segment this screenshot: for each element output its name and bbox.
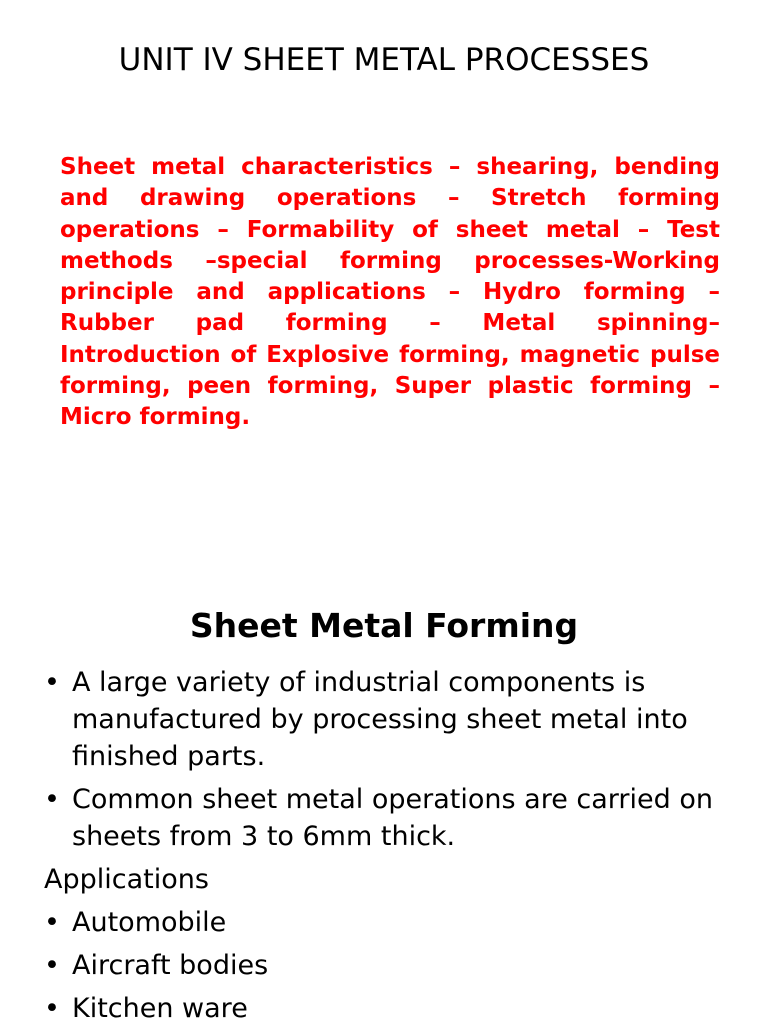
list-item [40,947,740,984]
syllabus-text: Sheet metal characteristics – shearing, bending and drawing operations – Stretch forming operations – Formability of sheet metal – Test methods –special forming processes-Working principle and applications – Hydro forming – Rubber pad forming – Metal spinning– Introduction of Explosive forming, magnetic pulse forming, peen forming, Super plastic forming – Micro forming. [60,154,720,431]
bullet-text: Kitchen ware [72,993,248,1024]
bullet-icon: • [44,993,60,1024]
slide-sheet-metal-forming [0,560,768,1024]
list-item [40,781,740,855]
bullet-icon: • [44,784,60,815]
slide-title: UNIT IV SHEET METAL PROCESSES [118,42,650,78]
slide-title: Sheet Metal Forming [189,606,579,645]
bullet-text: A large variety of industrial components is manufactured by processing sheet metal into finished parts. [72,667,688,772]
bullet-text: Automobile [72,907,227,938]
list-item [40,990,740,1027]
bullet-icon: • [44,907,60,938]
bullet-text: Aircraft bodies [72,950,269,981]
list-item [40,664,740,775]
list-item [40,904,740,941]
bullet-icon: • [44,667,60,698]
bullet-list [40,664,740,1033]
bullet-icon: • [44,950,60,981]
applications-heading: Applications [44,864,209,895]
bullet-text: Common sheet metal operations are carried on sheets from 3 to 6mm thick. [72,784,713,852]
